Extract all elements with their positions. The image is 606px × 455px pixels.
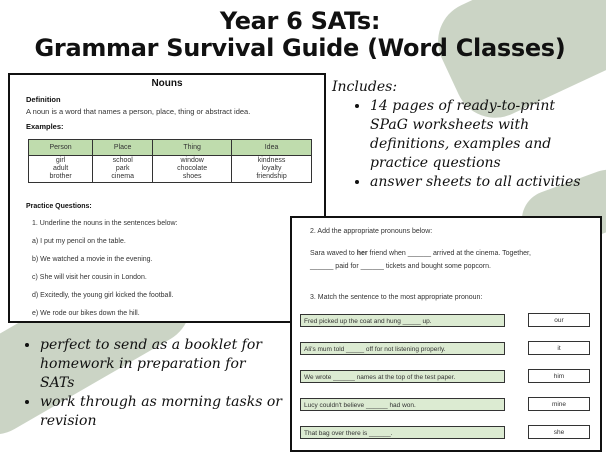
extras-item: • perfect to send as a booklet for homework in preparation for SATs bbox=[40, 336, 284, 393]
includes-item: • 14 pages of ready-to-print SPaG worksheets with definitions, examples and practice questions bbox=[370, 97, 592, 173]
practice-item: b) We watched a movie in the evening. bbox=[32, 256, 153, 263]
includes-section bbox=[332, 78, 592, 192]
examples-table bbox=[28, 139, 312, 183]
practice-label: Practice Questions: bbox=[26, 203, 92, 210]
table-header: Thing bbox=[153, 140, 232, 156]
includes-item: • answer sheets to all activities bbox=[370, 173, 592, 192]
definition-label: Definition bbox=[26, 95, 61, 104]
match-sentence: We wrote ______ names at the top of the test paper. bbox=[300, 370, 505, 383]
extras-section bbox=[22, 336, 284, 431]
worksheet-heading: Nouns bbox=[151, 78, 183, 89]
title-line-2: Grammar Survival Guide (Word Classes) bbox=[34, 34, 566, 62]
table-header: Place bbox=[93, 140, 153, 156]
question-2-sentence-line-2: ______ paid for ______ tickets and bought some popcorn. bbox=[310, 263, 491, 270]
question-2-sentence: Sara waved to her friend when ______ arrived at the cinema. Together, bbox=[310, 250, 531, 257]
practice-item: d) Excitedly, the young girl kicked the football. bbox=[32, 292, 174, 299]
match-sentence: Lucy couldn't believe ______ had won. bbox=[300, 398, 505, 411]
match-pronoun: our bbox=[528, 313, 590, 327]
includes-label: Includes: bbox=[332, 79, 398, 95]
pronouns-worksheet bbox=[290, 216, 602, 452]
match-pronoun: she bbox=[528, 425, 590, 439]
table-header: Idea bbox=[232, 140, 312, 156]
title-line-1: Year 6 SATs: bbox=[219, 7, 381, 35]
match-sentence: Fred picked up the coat and hung _____ up. bbox=[300, 314, 505, 327]
practice-item: e) We rode our bikes down the hill. bbox=[32, 310, 140, 317]
table-row: girl adult brother school park cinema window chocolate shoes kindness loyalty friendship bbox=[29, 156, 312, 183]
match-sentence: That bag over there is ______. bbox=[300, 426, 505, 439]
match-pronoun: it bbox=[528, 341, 590, 355]
question-1: 1. Underline the nouns in the sentences below: bbox=[32, 220, 178, 227]
practice-item: a) I put my pencil on the table. bbox=[32, 238, 126, 245]
question-3: 3. Match the sentence to the most appropriate pronoun: bbox=[310, 294, 483, 301]
match-pronoun: mine bbox=[528, 397, 590, 411]
match-sentence: Ali's mum told _____ off for not listening properly. bbox=[300, 342, 505, 355]
extras-item: • work through as morning tasks or revision bbox=[40, 393, 284, 431]
nouns-worksheet bbox=[8, 73, 326, 323]
table-header: Person bbox=[29, 140, 93, 156]
definition-text: A noun is a word that names a person, place, thing or abstract idea. bbox=[26, 107, 251, 116]
question-2: 2. Add the appropriate pronouns below: bbox=[310, 228, 433, 235]
examples-label: Examples: bbox=[26, 122, 64, 131]
match-pronoun: him bbox=[528, 369, 590, 383]
practice-item: c) She will visit her cousin in London. bbox=[32, 274, 147, 281]
